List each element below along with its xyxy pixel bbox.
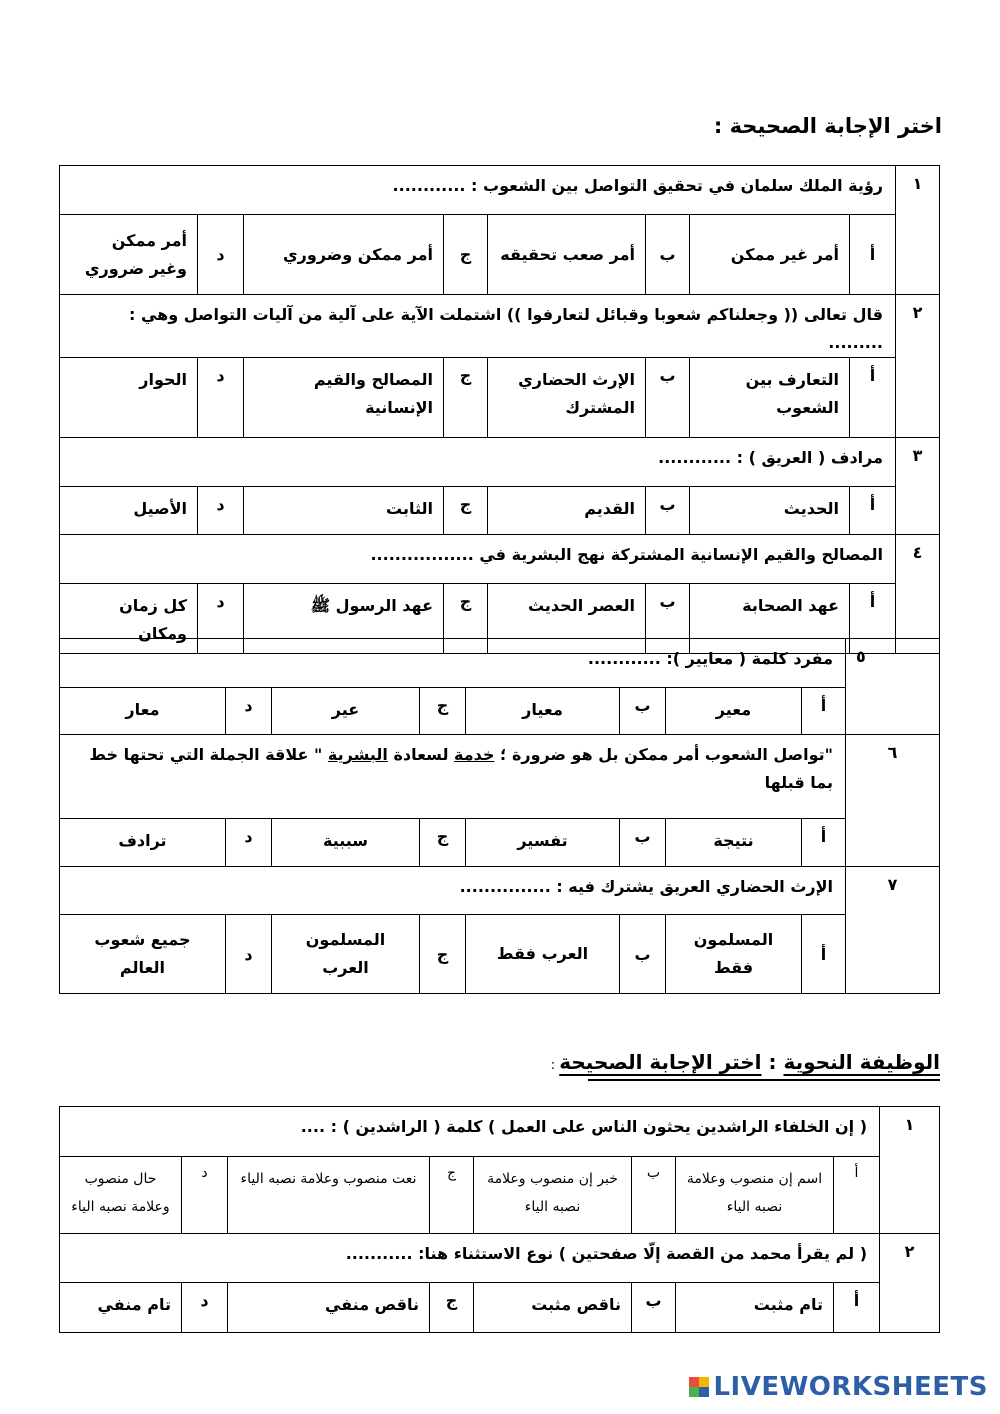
option-letter: ب bbox=[620, 819, 666, 867]
option-letter: أ bbox=[850, 215, 896, 295]
heading-underline bbox=[588, 1079, 940, 1081]
option-letter: د bbox=[198, 584, 244, 654]
option-a[interactable]: تام مثبت bbox=[676, 1283, 834, 1333]
option-letter: ج bbox=[444, 358, 488, 438]
question-stem: ( إن الخلفاء الراشدين يحثون الناس على العمل ) كلمة ( الراشدين ) : .... bbox=[59, 1107, 879, 1157]
option-d[interactable]: ترادف bbox=[59, 819, 225, 867]
option-c[interactable]: عهد الرسول ﷺ bbox=[244, 584, 444, 654]
option-c[interactable]: الثابت bbox=[244, 487, 444, 535]
logo-text: LIVEWORKSHEETS bbox=[713, 1372, 988, 1402]
option-letter: ج bbox=[430, 1157, 474, 1234]
option-b[interactable]: معيار bbox=[466, 688, 620, 735]
option-b[interactable]: العصر الحديث bbox=[488, 584, 646, 654]
question-number: ٢ bbox=[896, 295, 940, 438]
option-c[interactable]: ناقص منفي bbox=[228, 1283, 430, 1333]
option-d[interactable]: معار bbox=[59, 688, 225, 735]
option-letter: د bbox=[226, 915, 272, 994]
option-letter: ب bbox=[632, 1283, 676, 1333]
option-b[interactable]: ناقص مثبت bbox=[474, 1283, 632, 1333]
question-stem: مرادف ( العريق ) : ............ bbox=[59, 438, 895, 487]
option-c[interactable]: المسلمون العرب bbox=[272, 915, 420, 994]
option-letter: د bbox=[182, 1157, 228, 1234]
option-b[interactable]: الإرث الحضاري المشترك bbox=[488, 358, 646, 438]
option-a[interactable]: المسلمون فقط bbox=[666, 915, 802, 994]
option-letter: د bbox=[182, 1283, 228, 1333]
question-number: ٦ bbox=[846, 735, 940, 867]
option-letter: ب bbox=[646, 358, 690, 438]
option-a[interactable]: الحديث bbox=[690, 487, 850, 535]
option-a[interactable]: اسم إن منصوب وعلامة نصبه الياء bbox=[676, 1157, 834, 1234]
question-stem: الإرث الحضاري العريق يشترك فيه : ............... bbox=[59, 867, 845, 915]
option-letter: أ bbox=[850, 487, 896, 535]
option-a[interactable]: التعارف بين الشعوب bbox=[690, 358, 850, 438]
question-stem: "تواصل الشعوب أمر ممكن بل هو ضرورة ؛ خدمة لسعادة البشرية " علاقة الجملة التي تحتها خط بما قبلها bbox=[59, 735, 845, 819]
option-letter: أ bbox=[834, 1283, 880, 1333]
grammar-table bbox=[59, 1106, 940, 1333]
option-letter: ج bbox=[420, 688, 466, 735]
option-letter: د bbox=[198, 358, 244, 438]
option-letter: ج bbox=[444, 215, 488, 295]
option-letter: أ bbox=[850, 584, 896, 654]
option-c[interactable]: عير bbox=[272, 688, 420, 735]
option-letter: د bbox=[198, 215, 244, 295]
option-letter: أ bbox=[802, 915, 846, 994]
option-letter: ج bbox=[444, 487, 488, 535]
question-number: ٥ bbox=[846, 639, 940, 735]
section2-title: الوظيفة النحوية bbox=[783, 1050, 940, 1074]
option-d[interactable]: الحوار bbox=[59, 358, 197, 438]
option-b[interactable]: تفسير bbox=[466, 819, 620, 867]
option-d[interactable]: تام منفي bbox=[59, 1283, 181, 1333]
option-letter: أ bbox=[834, 1157, 880, 1234]
question-stem: المصالح والقيم الإنسانية المشتركة نهج البشرية في ................. bbox=[59, 535, 895, 584]
section2-instruction: اختر الإجابة الصحيحة bbox=[559, 1050, 762, 1074]
question-number: ٢ bbox=[880, 1234, 940, 1333]
option-letter: د bbox=[226, 688, 272, 735]
option-c[interactable]: أمر ممكن وضروري bbox=[244, 215, 444, 295]
option-letter: ج bbox=[420, 819, 466, 867]
option-letter: ب bbox=[646, 487, 690, 535]
option-b[interactable]: العرب فقط bbox=[466, 915, 620, 994]
option-d[interactable]: جميع شعوب العالم bbox=[59, 915, 225, 994]
questions-table-a bbox=[59, 165, 940, 654]
option-a[interactable]: نتيجة bbox=[666, 819, 802, 867]
option-b[interactable]: أمر صعب تحقيقه bbox=[488, 215, 646, 295]
option-letter: ب bbox=[620, 688, 666, 735]
option-a[interactable]: عهد الصحابة bbox=[690, 584, 850, 654]
option-a[interactable]: معير bbox=[666, 688, 802, 735]
question-stem: قال تعالى (( وجعلناكم شعوبا وقبائل لتعارفوا )) اشتملت الآية على آلية من آليات التواصل وهي : ......... bbox=[59, 295, 895, 358]
liveworksheets-logo bbox=[689, 1372, 988, 1402]
option-b[interactable]: خبر إن منصوب وعلامة نصبه الياء bbox=[474, 1157, 632, 1234]
option-letter: ب bbox=[632, 1157, 676, 1234]
option-a[interactable]: أمر غير ممكن bbox=[690, 215, 850, 295]
logo-badge-icon bbox=[689, 1377, 709, 1397]
question-stem: مفرد كلمة ( معايير ): ............ bbox=[59, 639, 845, 688]
option-letter: ب bbox=[620, 915, 666, 994]
option-letter: د bbox=[198, 487, 244, 535]
option-d[interactable]: أمر ممكن وغير ضروري bbox=[59, 215, 197, 295]
option-d[interactable]: الأصيل bbox=[59, 487, 197, 535]
option-letter: ب bbox=[646, 584, 690, 654]
option-d[interactable]: حال منصوب وعلامة نصبه الياء bbox=[59, 1157, 181, 1234]
option-letter: أ bbox=[802, 688, 846, 735]
question-number: ٣ bbox=[896, 438, 940, 535]
option-letter: أ bbox=[802, 819, 846, 867]
question-number: ٧ bbox=[846, 867, 940, 994]
option-b[interactable]: القديم bbox=[488, 487, 646, 535]
section2-heading: الوظيفة النحوية : اختر الإجابة الصحيحة : bbox=[550, 1050, 940, 1074]
question-number: ١ bbox=[896, 166, 940, 295]
option-d[interactable]: كل زمان ومكان bbox=[59, 584, 197, 654]
option-letter: ج bbox=[420, 915, 466, 994]
section1-heading: اختر الإجابة الصحيحة : bbox=[713, 114, 942, 138]
question-number: ٤ bbox=[896, 535, 940, 654]
question-stem: ( لم يقرأ محمد من القصة إلّا صفحتين ) نوع الاستثناء هنا: ........... bbox=[59, 1234, 879, 1283]
option-letter: د bbox=[226, 819, 272, 867]
option-c[interactable]: المصالح والقيم الإنسانية bbox=[244, 358, 444, 438]
question-number: ١ bbox=[880, 1107, 940, 1234]
option-letter: ج bbox=[444, 584, 488, 654]
option-letter: أ bbox=[850, 358, 896, 438]
option-letter: ب bbox=[646, 215, 690, 295]
question-stem: رؤية الملك سلمان في تحقيق التواصل بين الشعوب : ............ bbox=[59, 166, 895, 215]
option-c[interactable]: نعت منصوب وعلامة نصبه الياء bbox=[228, 1157, 430, 1234]
option-letter: ج bbox=[430, 1283, 474, 1333]
questions-table-b bbox=[59, 638, 940, 994]
option-c[interactable]: سببية bbox=[272, 819, 420, 867]
